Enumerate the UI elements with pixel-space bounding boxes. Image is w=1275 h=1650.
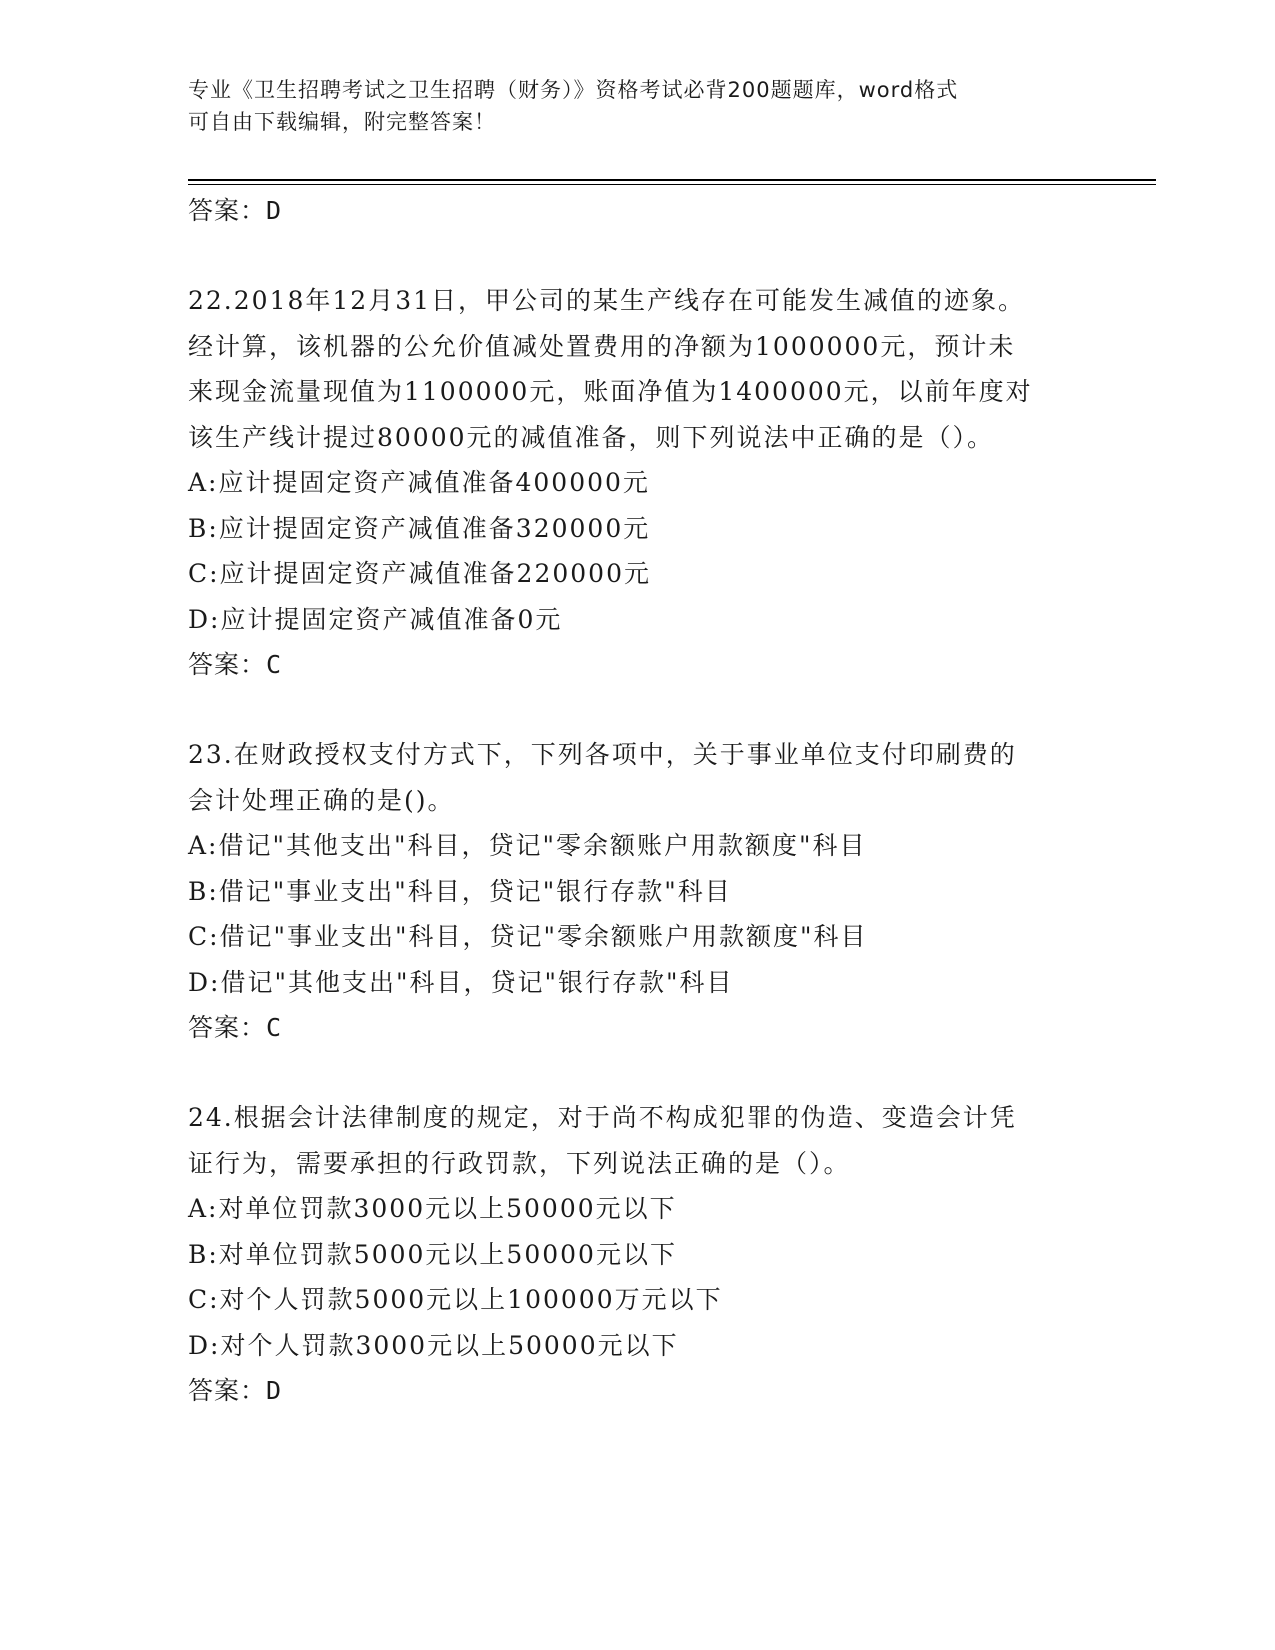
question-text-line: 证行为，需要承担的行政罚款，下列说法正确的是（）。 [188,1148,851,1178]
spacer [188,688,1088,732]
option-a: A:应计提固定资产减值准备400000元 [188,468,650,497]
question-text-line: 24.根据会计法律制度的规定，对于尚不构成犯罪的伪造、变造会计凭 [188,1103,1017,1132]
question-text-line: 来现金流量现值为1100000元，账面净值为1400000元，以前年度对 [188,377,1033,406]
option-b: B:应计提固定资产减值准备320000元 [188,513,651,543]
option-d: D:借记"其他支出"科目，贷记"银行存款"科目 [188,967,734,997]
question-block [188,278,1088,688]
question-text-line: 22.2018年12月31日，甲公司的某生产线存在可能发生减值的迹象。 [188,286,1026,315]
spacer [188,1051,1088,1095]
question-text-line: 23.在财政授权支付方式下，下列各项中，关于事业单位支付印刷费的 [188,740,1017,769]
answer-line: 答案：D [188,1376,283,1405]
document-body [188,188,1088,1414]
answer-line: 答案：C [188,1013,283,1042]
option-d: D:对个人罚款3000元以上50000元以下 [188,1330,679,1360]
header-rule-thick [188,179,1156,181]
option-a: A:对单位罚款3000元以上50000元以下 [188,1194,677,1223]
option-d: D:应计提固定资产减值准备0元 [188,604,563,634]
question-text-line: 经计算，该机器的公允价值减处置费用的净额为1000000元，预计未 [188,331,1016,361]
question-text-line: 该生产线计提过80000元的减值准备，则下列说法中正确的是（）。 [188,422,995,452]
spacer [188,234,1088,278]
header-line: 专业《卫生招聘考试之卫生招聘（财务）》资格考试必背200题题库，word格式 [188,78,959,102]
option-c: C:对个人罚款5000元以上100000万元以下 [188,1285,723,1314]
answer-line: 答案：D [188,196,283,225]
question-text-line: 会计处理正确的是()。 [188,785,455,815]
header-line: 可自由下载编辑，附完整答案！ [188,110,496,134]
option-b: B:对单位罚款5000元以上50000元以下 [188,1239,677,1269]
document-header [188,74,1088,138]
answer-line: 答案：C [188,650,283,679]
header-rule-thin [188,184,1156,185]
option-b: B:借记"事业支出"科目，贷记"银行存款"科目 [188,876,732,906]
option-a: A:借记"其他支出"科目，贷记"零余额账户用款额度"科目 [188,831,867,860]
question-block [188,732,1088,1051]
question-block [188,1095,1088,1414]
option-c: C:借记"事业支出"科目，贷记"零余额账户用款额度"科目 [188,922,868,951]
option-c: C:应计提固定资产减值准备220000元 [188,559,651,588]
